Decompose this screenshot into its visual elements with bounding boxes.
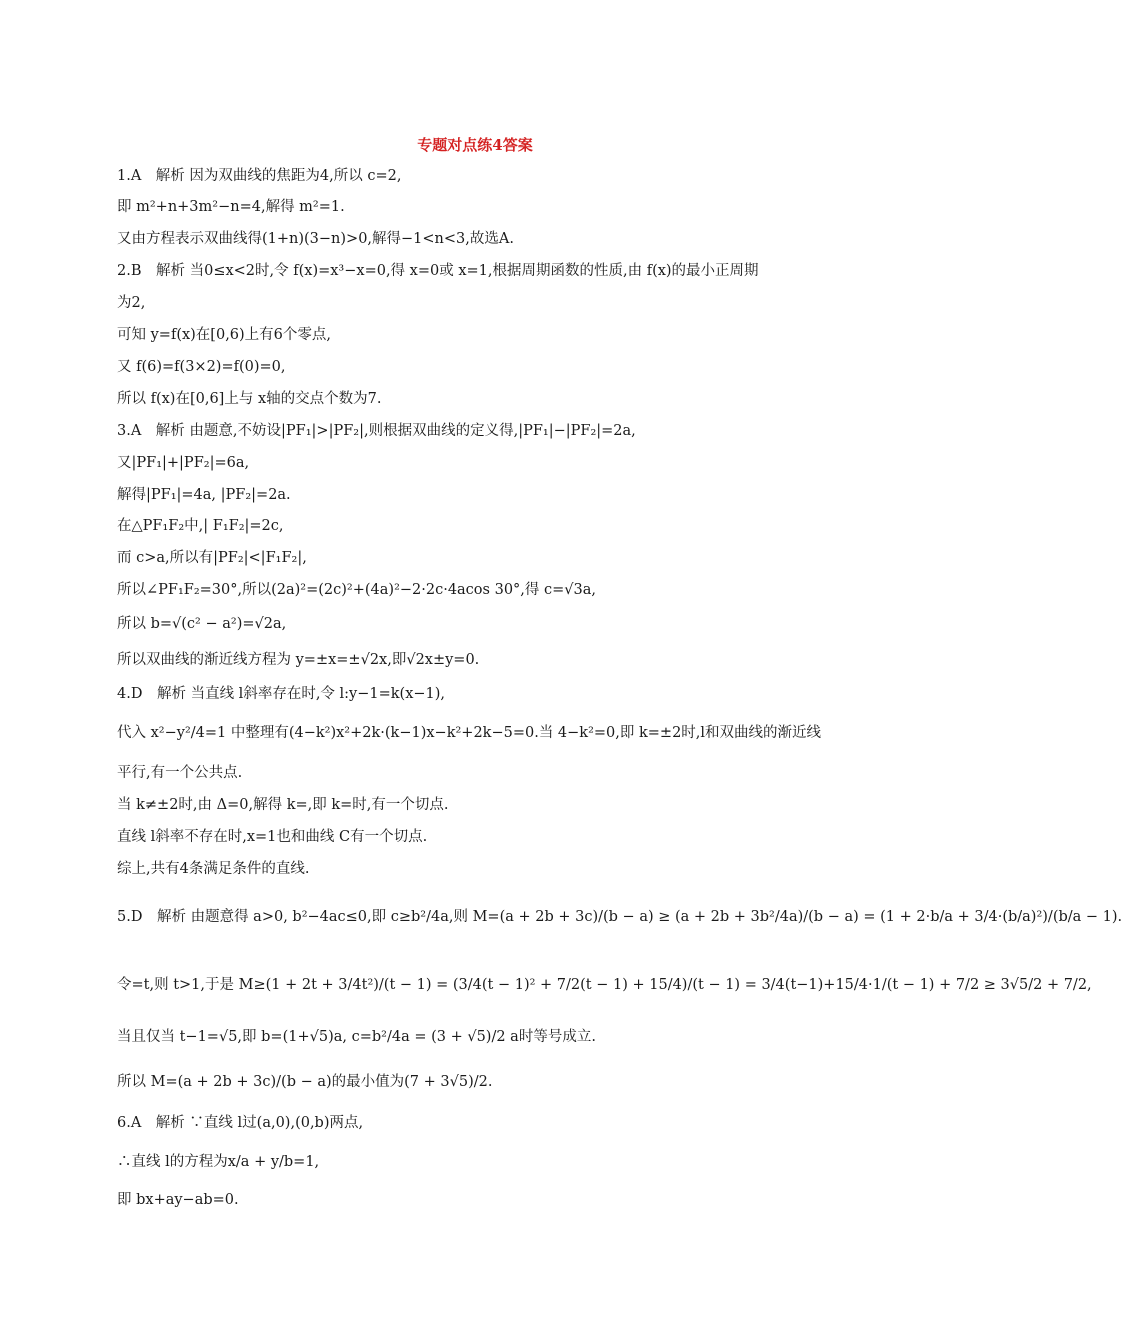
answer-4-line-6: 综上,共有4条满足条件的直线. [117,861,310,877]
answer-4-line-2: 代入 x²−y²/4=1 中整理有(4−k²)x²+2k·(k−1)x−k²+2k−5=0.当 4−k²=0,即 k=±2时,l和双曲线的渐近线 [117,725,822,741]
answer-5-line-4: 所以 M=(a + 2b + 3c)/(b − a)的最小值为(7 + 3√5)/2. [117,1074,493,1090]
answer-1-line-1: 1.A 解析 因为双曲线的焦距为4,所以 c=2, [117,168,402,184]
answer-2-line-1: 2.B 解析 当0≤x<2时,令 f(x)=x³−x=0,得 x=0或 x=1,根据周期函数的性质,由 f(x)的最小正周期 [117,263,759,279]
answer-3-line-6: 所以∠PF₁F₂=30°,所以(2a)²=(2c)²+(4a)²−2·2c·4acos 30°,得 c=√3a, [117,582,596,598]
answer-4-line-4: 当 k≠±2时,由 Δ=0,解得 k=,即 k=时,有一个切点. [117,797,449,813]
answer-2-line-4: 又 f(6)=f(3×2)=f(0)=0, [117,359,286,375]
answer-2-line-5: 所以 f(x)在[0,6]上与 x轴的交点个数为7. [117,391,382,407]
answer-3-line-5: 而 c>a,所以有|PF₂|<|F₁F₂|, [117,550,307,566]
answer-6-line-2: ∴直线 l的方程为x/a + y/b=1, [117,1154,320,1170]
page-title: 专题对点练4答案 [417,136,533,154]
answer-3-line-8: 所以双曲线的渐近线方程为 y=±x=±√2x,即√2x±y=0. [117,652,480,668]
answer-5-line-1: 5.D 解析 由题意得 a>0, b²−4ac≤0,即 c≥b²/4a,则 M=(a + 2b + 3c)/(b − a) ≥ (a + 2b + 3b²/4a)/(b − a) = (1 + 2·b/a + 3/4·(b/a)²)/(b/a − 1). [117,909,1122,925]
answer-4-line-3: 平行,有一个公共点. [117,765,243,781]
answer-3-line-3: 解得|PF₁|=4a, |PF₂|=2a. [117,487,291,503]
answer-6-line-1: 6.A 解析 ∵直线 l过(a,0),(0,b)两点, [117,1115,364,1131]
answer-3-line-2: 又|PF₁|+|PF₂|=6a, [117,455,250,471]
answer-2-line-3: 可知 y=f(x)在[0,6)上有6个零点, [117,327,332,343]
answer-3-line-1: 3.A 解析 由题意,不妨设|PF₁|>|PF₂|,则根据双曲线的定义得,|PF₁|−|PF₂|=2a, [117,423,636,439]
answer-2-line-2: 为2, [117,295,146,311]
answer-5-line-3: 当且仅当 t−1=√5,即 b=(1+√5)a, c=b²/4a = (3 + √5)/2 a时等号成立. [117,1029,596,1045]
answer-6-line-3: 即 bx+ay−ab=0. [117,1192,239,1208]
answer-5-line-2: 令=t,则 t>1,于是 M≥(1 + 2t + 3/4t²)/(t − 1) = (3/4(t − 1)² + 7/2(t − 1) + 15/4)/(t − 1) = 3/4(t−1)+15/4·1/(t − 1) + 7/2 ≥ 3√5/2 + 7/2, [117,977,1092,993]
answer-1-line-3: 又由方程表示双曲线得(1+n)(3−n)>0,解得−1<n<3,故选A. [117,231,514,247]
answer-4-line-5: 直线 l斜率不存在时,x=1也和曲线 C有一个切点. [117,829,428,845]
answer-3-line-4: 在△PF₁F₂中,| F₁F₂|=2c, [117,518,284,534]
answer-3-line-7: 所以 b=√(c² − a²)=√2a, [117,616,287,632]
answer-1-line-2: 即 m²+n+3m²−n=4,解得 m²=1. [117,199,345,215]
answer-4-line-1: 4.D 解析 当直线 l斜率存在时,令 l:y−1=k(x−1), [117,686,446,702]
